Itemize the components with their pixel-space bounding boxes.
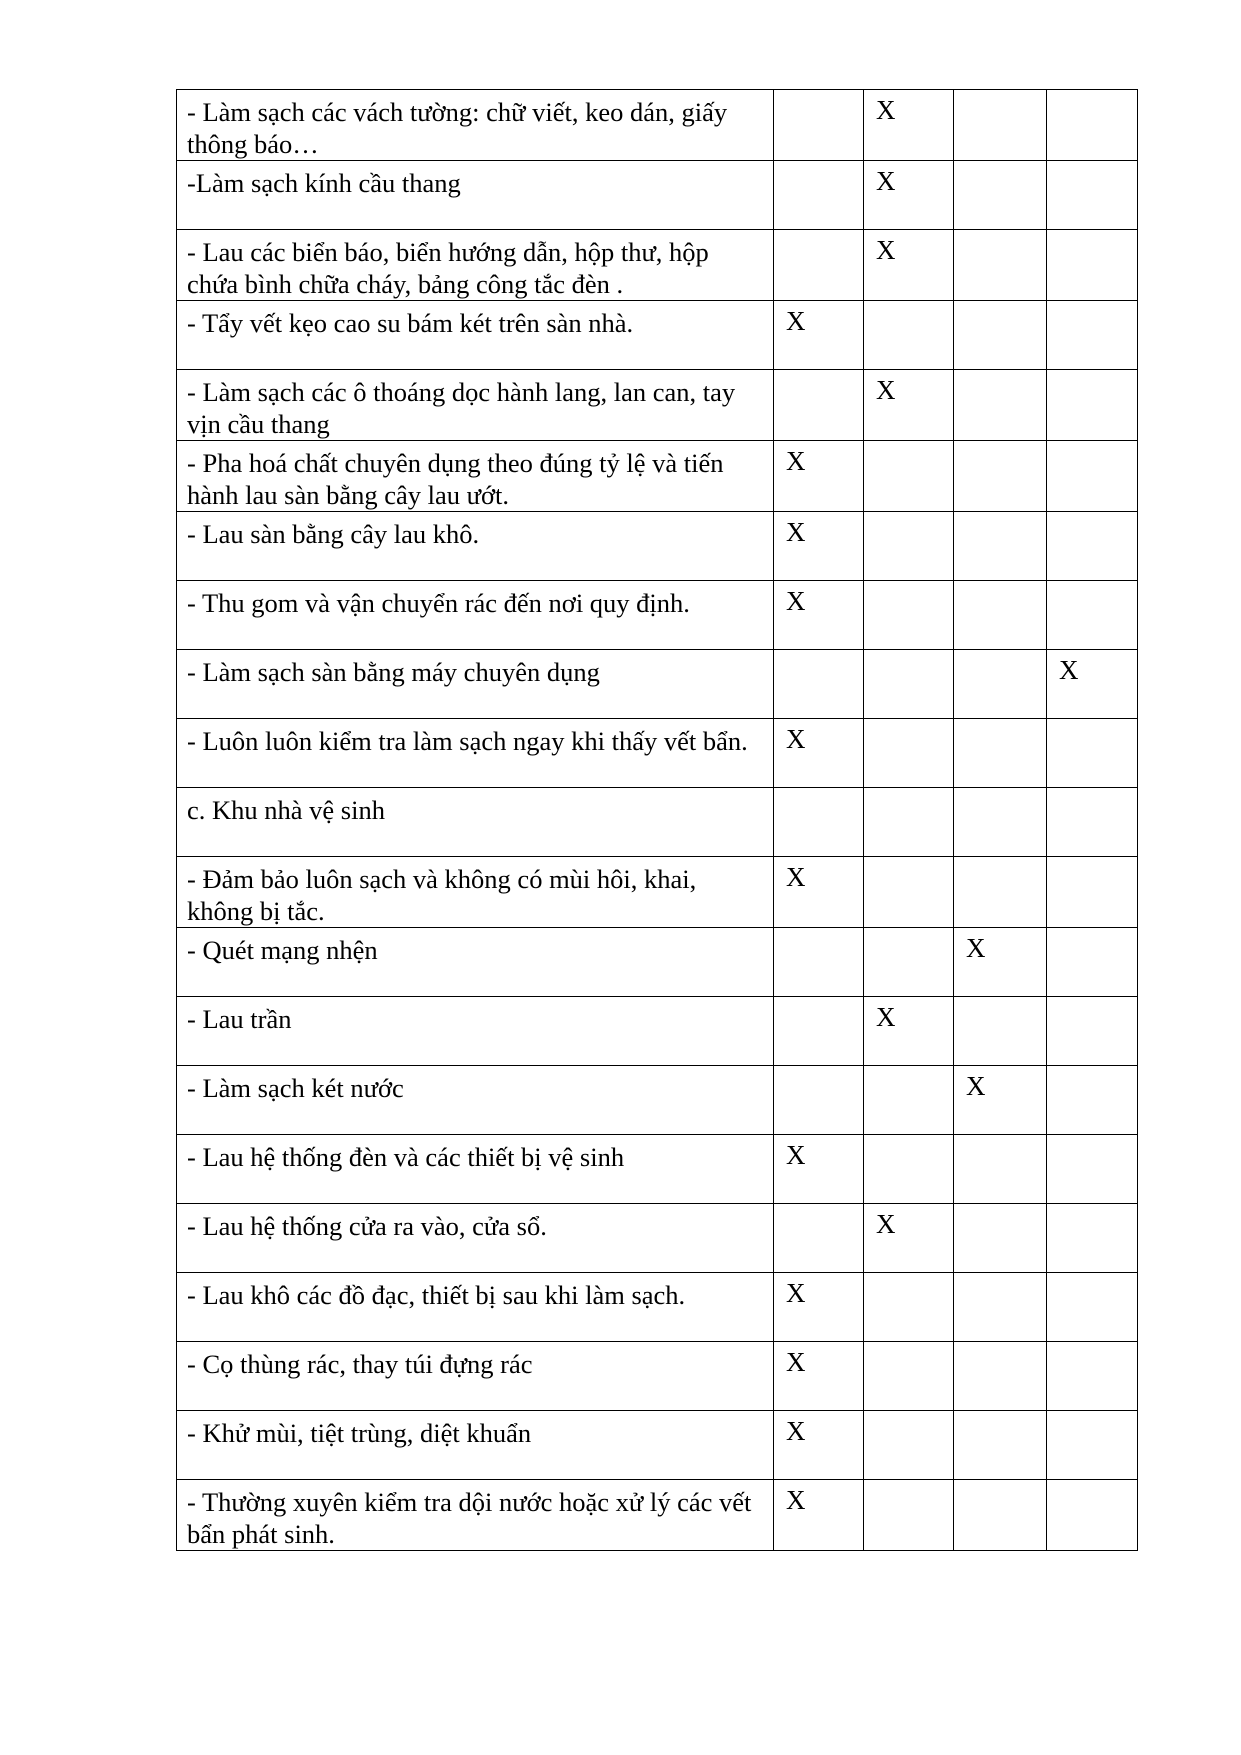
frequency-mark-cell-2 [864,857,954,928]
frequency-mark-cell-3 [954,90,1047,161]
frequency-mark-cell-3 [954,719,1047,788]
frequency-mark-cell-4 [1047,788,1138,857]
task-description-cell: - Pha hoá chất chuyên dụng theo đúng tỷ lệ và tiến hành lau sàn bằng cây lau ướt. [177,441,774,512]
frequency-mark-cell-2 [864,1342,954,1411]
frequency-mark-cell-3 [954,512,1047,581]
frequency-mark-cell-1 [774,928,864,997]
frequency-mark-cell-1: X [774,1135,864,1204]
cleaning-schedule-table [176,89,1138,1551]
frequency-mark-cell-1 [774,161,864,230]
table-row [177,650,1138,719]
frequency-mark-cell-1 [774,230,864,301]
frequency-mark-cell-4 [1047,581,1138,650]
table-row [177,1204,1138,1273]
frequency-mark-cell-3 [954,581,1047,650]
table-row [177,1273,1138,1342]
task-description-cell: - Thu gom và vận chuyển rác đến nơi quy định. [177,581,774,650]
frequency-mark-cell-1 [774,650,864,719]
frequency-mark-cell-3 [954,161,1047,230]
task-description-cell: - Lau trần [177,997,774,1066]
table-row [177,1342,1138,1411]
task-description-cell: - Đảm bảo luôn sạch và không có mùi hôi, khai, không bị tắc. [177,857,774,928]
frequency-mark-cell-1: X [774,719,864,788]
frequency-mark-cell-1: X [774,1273,864,1342]
frequency-mark-cell-2: X [864,161,954,230]
frequency-mark-cell-3 [954,1411,1047,1480]
frequency-mark-cell-2 [864,650,954,719]
frequency-mark-cell-2 [864,1273,954,1342]
frequency-mark-cell-3 [954,301,1047,370]
frequency-mark-cell-1 [774,788,864,857]
frequency-mark-cell-2 [864,581,954,650]
frequency-mark-cell-2 [864,1480,954,1551]
frequency-mark-cell-2 [864,928,954,997]
frequency-mark-cell-2 [864,719,954,788]
table-row [177,230,1138,301]
table-row [177,997,1138,1066]
frequency-mark-cell-4 [1047,161,1138,230]
table-row [177,161,1138,230]
frequency-mark-cell-3 [954,1480,1047,1551]
task-description-cell: - Lau sàn bằng cây lau khô. [177,512,774,581]
table-row [177,512,1138,581]
frequency-mark-cell-4 [1047,90,1138,161]
frequency-mark-cell-2 [864,301,954,370]
table-row [177,1480,1138,1551]
task-description-cell: - Khử mùi, tiệt trùng, diệt khuẩn [177,1411,774,1480]
task-description-cell: - Tẩy vết kẹo cao su bám két trên sàn nhà. [177,301,774,370]
frequency-mark-cell-3: X [954,928,1047,997]
frequency-mark-cell-3: X [954,1066,1047,1135]
frequency-mark-cell-4 [1047,1273,1138,1342]
frequency-mark-cell-4 [1047,512,1138,581]
frequency-mark-cell-1 [774,370,864,441]
frequency-mark-cell-1: X [774,857,864,928]
frequency-mark-cell-3 [954,441,1047,512]
task-description-cell: - Làm sạch các vách tường: chữ viết, keo dán, giấy thông báo… [177,90,774,161]
task-description-cell: - Lau hệ thống cửa ra vào, cửa sổ. [177,1204,774,1273]
frequency-mark-cell-2: X [864,1204,954,1273]
task-description-cell: - Làm sạch các ô thoáng dọc hành lang, lan can, tay vịn cầu thang [177,370,774,441]
frequency-mark-cell-1 [774,1066,864,1135]
frequency-mark-cell-2: X [864,997,954,1066]
table-row [177,370,1138,441]
frequency-mark-cell-4 [1047,1480,1138,1551]
frequency-mark-cell-1: X [774,1342,864,1411]
frequency-mark-cell-1 [774,90,864,161]
task-description-cell: - Lau các biển báo, biển hướng dẫn, hộp thư, hộp chứa bình chữa cháy, bảng công tắc đèn . [177,230,774,301]
frequency-mark-cell-1: X [774,581,864,650]
frequency-mark-cell-3 [954,1135,1047,1204]
frequency-mark-cell-2: X [864,230,954,301]
table-row [177,581,1138,650]
task-description-cell: - Làm sạch két nước [177,1066,774,1135]
task-description-cell: -Làm sạch kính cầu thang [177,161,774,230]
frequency-mark-cell-3 [954,788,1047,857]
table-row [177,301,1138,370]
frequency-mark-cell-2 [864,1135,954,1204]
table-row [177,928,1138,997]
task-description-cell: c. Khu nhà vệ sinh [177,788,774,857]
frequency-mark-cell-4 [1047,1342,1138,1411]
frequency-mark-cell-4 [1047,230,1138,301]
frequency-mark-cell-2 [864,441,954,512]
frequency-mark-cell-1: X [774,1411,864,1480]
frequency-mark-cell-4 [1047,719,1138,788]
frequency-mark-cell-1: X [774,301,864,370]
frequency-mark-cell-4 [1047,857,1138,928]
table-row [177,857,1138,928]
frequency-mark-cell-3 [954,650,1047,719]
frequency-mark-cell-2 [864,512,954,581]
frequency-mark-cell-4 [1047,1135,1138,1204]
frequency-mark-cell-3 [954,370,1047,441]
task-description-cell: - Cọ thùng rác, thay túi đựng rác [177,1342,774,1411]
table-row [177,441,1138,512]
task-description-cell: - Quét mạng nhện [177,928,774,997]
frequency-mark-cell-1: X [774,512,864,581]
task-description-cell: - Luôn luôn kiểm tra làm sạch ngay khi thấy vết bẩn. [177,719,774,788]
frequency-mark-cell-3 [954,1273,1047,1342]
frequency-mark-cell-2: X [864,370,954,441]
frequency-mark-cell-1: X [774,1480,864,1551]
frequency-mark-cell-4 [1047,301,1138,370]
table-row [177,719,1138,788]
table-row [177,1066,1138,1135]
frequency-mark-cell-3 [954,997,1047,1066]
frequency-mark-cell-1 [774,1204,864,1273]
frequency-mark-cell-2 [864,1066,954,1135]
frequency-mark-cell-1: X [774,441,864,512]
frequency-mark-cell-4 [1047,370,1138,441]
frequency-mark-cell-4 [1047,928,1138,997]
table-row [177,90,1138,161]
table-row [177,1135,1138,1204]
frequency-mark-cell-2 [864,1411,954,1480]
task-description-cell: - Thường xuyên kiểm tra dội nước hoặc xử lý các vết bẩn phát sinh. [177,1480,774,1551]
frequency-mark-cell-4 [1047,1411,1138,1480]
frequency-mark-cell-2 [864,788,954,857]
frequency-mark-cell-3 [954,1342,1047,1411]
frequency-mark-cell-4 [1047,997,1138,1066]
table-row [177,788,1138,857]
frequency-mark-cell-4 [1047,1066,1138,1135]
frequency-mark-cell-4 [1047,1204,1138,1273]
task-description-cell: - Làm sạch sàn bằng máy chuyên dụng [177,650,774,719]
frequency-mark-cell-2: X [864,90,954,161]
frequency-mark-cell-4 [1047,441,1138,512]
task-description-cell: - Lau khô các đồ đạc, thiết bị sau khi làm sạch. [177,1273,774,1342]
frequency-mark-cell-4: X [1047,650,1138,719]
frequency-mark-cell-3 [954,230,1047,301]
frequency-mark-cell-3 [954,857,1047,928]
task-description-cell: - Lau hệ thống đèn và các thiết bị vệ sinh [177,1135,774,1204]
cleaning-schedule-body [177,90,1138,1551]
frequency-mark-cell-1 [774,997,864,1066]
table-row [177,1411,1138,1480]
frequency-mark-cell-3 [954,1204,1047,1273]
